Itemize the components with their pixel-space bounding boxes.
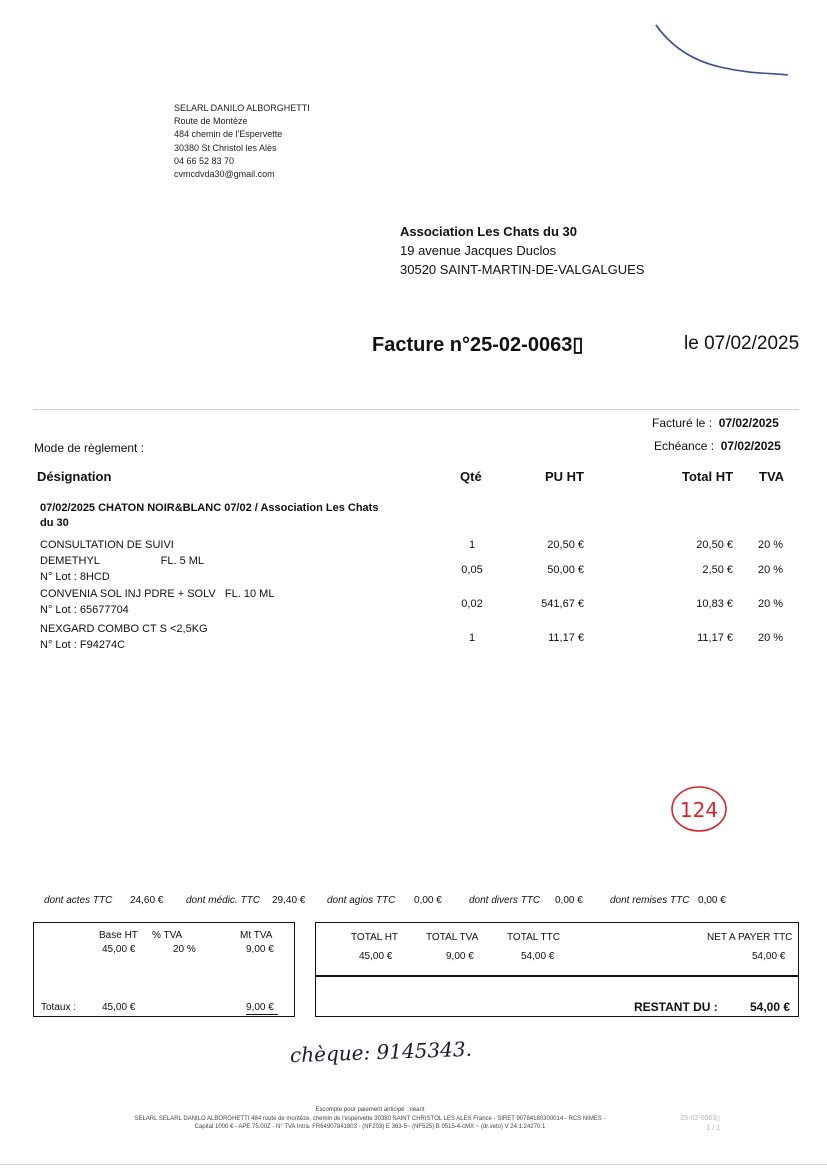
totals-amount: 9,00 € [246,1002,274,1013]
sender-name: SELARL DANILO ALBORGHETTI [174,103,310,113]
invoice-title: Facture n°25-02-0063▯ [372,334,584,356]
due-label: Echéance : [654,439,715,453]
totals-base: 45,00 € [102,1002,136,1013]
recipient-block [400,222,644,279]
total-tva-value: 9,00 € [446,951,474,962]
header-total: Total HT [682,469,734,484]
row-label: DEMETHYL FL. 5 ML [40,555,205,567]
vat-rate-label: % TVA [152,930,183,941]
table-row [40,553,800,586]
row-pu: 541,67 € [541,598,584,610]
handwritten-cheque-note: chèque: 9145343. [289,1036,473,1068]
row-qty: 1 [468,632,476,644]
totals-box [315,922,799,1017]
remises-label: dont remises TTC [610,895,690,906]
footer-page: 1 / 1 [706,1125,720,1132]
totals-label: Totaux : [41,1002,77,1013]
footer [100,1106,640,1132]
group-title-line: 07/02/2025 CHATON NOIR&BLANC 07/02 / Association Les Chats [40,502,379,514]
vat-base-value: 45,00 € [102,944,136,955]
table-row [40,586,800,619]
invoice-date: le 07/02/2025 [684,333,800,354]
row-total: 20,50 € [696,539,733,551]
net-value: 54,00 € [752,951,786,962]
row-total: 2,50 € [702,564,733,576]
remaining-label: RESTANT DU : [634,1000,718,1014]
vat-amount-value: 9,00 € [246,944,274,955]
sender-block [174,102,310,181]
header-qty: Qté [460,469,482,484]
row-total: 10,83 € [696,598,733,610]
medic-label: dont médic. TTC [186,895,260,906]
table-row [40,537,800,554]
vat-rate-value: 20 % [173,944,196,955]
header-pu: PU HT [545,469,584,484]
table-row [40,621,800,654]
agios-label: dont agios TTC [327,895,396,906]
group-title-line: du 30 [40,517,69,529]
total-ttc-label: TOTAL TTC [507,932,560,943]
row-total: 11,17 € [697,632,733,644]
row-tva: 20 % [758,539,784,551]
footer-legal-2: Capital 1000 € - APE 75.00Z - N° TVA Intra. FR64907841803 - (NF203) E 363-5~ (NF525) B 0515-4-cMX ~ (dr.veto) V 24.1.24270.1 [194,1124,546,1130]
page-bottom-line [0,1164,827,1165]
agios-value: 0,00 € [414,895,442,906]
row-tva: 20 % [758,632,784,644]
billed-value: 07/02/2025 [718,416,779,430]
vat-summary-box [33,922,295,1017]
remaining-value: 54,00 € [750,1000,791,1014]
pen-stroke [640,15,800,85]
row-label: CONSULTATION DE SUIVI [40,539,174,551]
sender-line: 484 chemin de l'Espervette [174,129,283,140]
stamp-number: 124 [679,798,719,822]
row-qty: 0,05 [461,564,483,576]
header-tva: TVA [759,469,785,484]
divers-label: dont divers TTC [469,895,541,906]
billed-label: Facturé le : [652,416,713,430]
total-ht-label: TOTAL HT [351,932,399,943]
vat-base-label: Base HT [99,930,138,941]
row-pu: 20,50 € [547,539,584,551]
sender-line: Route de Montèze [174,116,248,127]
footer-discount: Escompte pour paiement anticipé : néant [315,1107,425,1113]
billed-date [652,416,779,430]
actes-label: dont actes TTC [44,895,113,906]
divers-value: 0,00 € [555,895,583,906]
recipient-name: Association Les Chats du 30 [400,224,577,239]
due-date [654,439,781,453]
net-label: NET A PAYER TTC [707,932,793,943]
recipient-address-2: 30520 SAINT-MARTIN-DE-VALGALGUES [400,261,645,277]
medic-value: 29,40 € [272,895,306,906]
row-label: CONVENIA SOL INJ PDRE + SOLV FL. 10 ML [40,588,275,600]
sender-line: 30380 St Christol les Alès [174,142,277,153]
vat-amount-label: Mt TVA [240,930,273,941]
actes-value: 24,60 € [130,895,164,906]
total-tva-label: TOTAL TVA [426,932,479,943]
total-ht-value: 45,00 € [359,951,393,962]
circled-number-stamp [668,783,730,835]
footer-legal-1: SELARL SELARL DANILO ALBORGHETTI 484 route de montèze, chemin de l'espervette 30380 SAINT CHRISTOL LES ALES France - SIRET 90784180300014 - RCS NIMES - [134,1115,606,1122]
row-tva: 20 % [758,564,784,576]
group-title [40,501,378,531]
footer-reference [660,1114,720,1134]
recipient-address-1: 19 avenue Jacques Duclos [400,243,557,258]
divider [33,409,799,410]
total-ttc-value: 54,00 € [521,951,555,962]
row-lot: N° Lot : 65677704 [40,604,129,616]
row-pu: 11,17 € [548,632,584,644]
header-designation: Désignation [37,469,112,484]
sender-email: cvmcdvda30@gmail.com [174,169,275,180]
sender-phone: 04 66 52 83 70 [174,155,235,166]
row-lot: N° Lot : F94274C [40,639,126,651]
payment-mode: Mode de règlement : [34,441,145,455]
row-qty: 1 [468,539,476,551]
row-pu: 50,00 € [547,564,584,576]
ttc-breakdown [44,895,804,911]
row-lot: N° Lot : 8HCD [40,571,110,583]
row-qty: 0,02 [461,598,483,610]
row-label: NEXGARD COMBO CT S <2,5KG [40,623,208,635]
due-value: 07/02/2025 [720,439,781,453]
remises-value: 0,00 € [698,895,726,906]
footer-ref: 25-02-0063▯ [680,1115,720,1122]
row-tva: 20 % [758,598,784,610]
